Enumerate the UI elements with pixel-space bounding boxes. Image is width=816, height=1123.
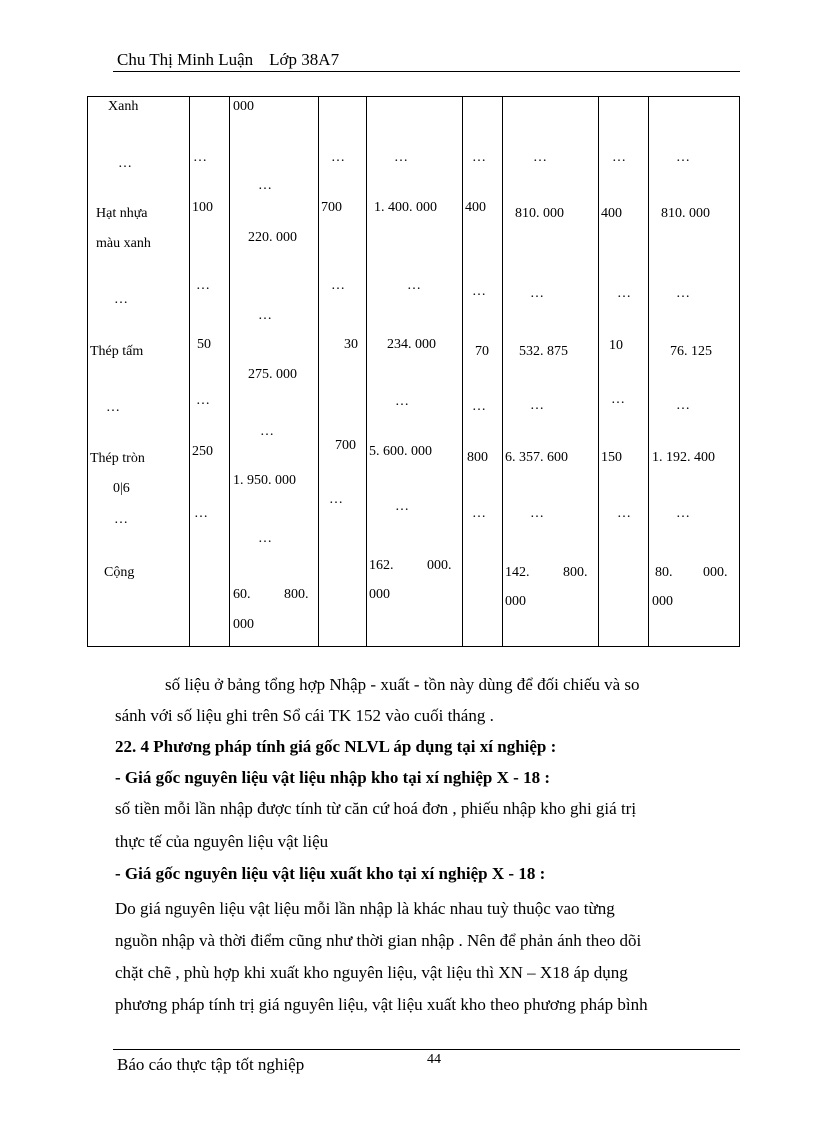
cell: … (394, 150, 408, 165)
col-value-4 (649, 97, 740, 647)
inventory-table (87, 96, 740, 647)
cell: … (472, 399, 486, 414)
cell: 800 (467, 450, 488, 465)
header-rule (113, 71, 740, 72)
cell: 100 (192, 200, 213, 215)
cell: 700 (321, 200, 342, 215)
cell: 76. 125 (670, 344, 712, 359)
cell: … (676, 150, 690, 165)
cell: màu xanh (96, 236, 151, 251)
cell: 810. 000 (661, 206, 710, 221)
col-qty-1 (190, 97, 230, 647)
cell: … (331, 278, 345, 293)
cell: … (395, 499, 409, 514)
paragraph-3-line-3: chặt chẽ , phù hợp khi xuất kho nguyên liệu, vật liệu thì XN – X18 áp dụng (115, 963, 628, 982)
col-qty-3 (463, 97, 503, 647)
paragraph-1-line-2: sánh với số liệu ghi trên Sổ cái TK 152 vào cuối tháng . (115, 706, 494, 725)
cell: Hạt nhựa (96, 206, 148, 221)
cell: … (196, 278, 210, 293)
cell: 400 (601, 206, 622, 221)
cell: … (530, 398, 544, 413)
col-material-name (88, 97, 190, 647)
cell: 30 (344, 337, 358, 352)
cell: 800. (563, 565, 588, 580)
cell: Xanh (108, 99, 139, 114)
footer-rule (113, 1049, 740, 1050)
cell: … (258, 531, 272, 546)
cell: … (193, 150, 207, 165)
cell: 532. 875 (519, 344, 568, 359)
cell: 1. 400. 000 (374, 200, 437, 215)
paragraph-3-line-1: Do giá nguyên liệu vật liệu mỗi lần nhập là khác nhau tuỳ thuộc vao từng (115, 899, 615, 918)
col-value-3 (503, 97, 599, 647)
cell: 800. (284, 587, 309, 602)
cell: … (530, 286, 544, 301)
cell: … (472, 284, 486, 299)
col-qty-4 (599, 97, 649, 647)
cell: … (617, 286, 631, 301)
cell: 400 (465, 200, 486, 215)
cell: 000 (233, 99, 254, 114)
cell: … (260, 424, 274, 439)
cell: 250 (192, 444, 213, 459)
cell: 810. 000 (515, 206, 564, 221)
cell: … (329, 492, 343, 507)
cell: 162. (369, 558, 394, 573)
cell: 150 (601, 450, 622, 465)
cell: 000. (427, 558, 452, 573)
cell: … (194, 506, 208, 521)
cell: 80. (655, 565, 673, 580)
cell: 000 (505, 594, 526, 609)
cell: … (114, 292, 128, 307)
cell: 5. 600. 000 (369, 444, 432, 459)
cell: Thép tròn (90, 451, 145, 466)
cell: … (612, 150, 626, 165)
cell: 0|6 (113, 481, 130, 496)
cell: … (196, 393, 210, 408)
paragraph-3-line-2: nguồn nhập và thời điểm cũng như thời gian nhập . Nên để phản ánh theo dõi (115, 931, 642, 950)
cell: 6. 357. 600 (505, 450, 568, 465)
subheading-import: - Giá gốc nguyên liệu vật liệu nhập kho tại xí nghiệp X - 18 : (115, 768, 550, 787)
cell: … (331, 150, 345, 165)
cell: … (114, 512, 128, 527)
cell: 275. 000 (248, 367, 297, 382)
cell: … (407, 278, 421, 293)
section-heading: 22. 4 Phương pháp tính giá gốc NLVL áp dụng tại xí nghiệp : (115, 737, 557, 756)
cell: … (258, 308, 272, 323)
cell: 50 (197, 337, 211, 352)
cell: … (676, 506, 690, 521)
cell: … (533, 150, 547, 165)
cell: … (106, 400, 120, 415)
cell: … (617, 506, 631, 521)
cell: 70 (475, 344, 489, 359)
cell: … (472, 150, 486, 165)
cell: … (472, 506, 486, 521)
cell: … (611, 392, 625, 407)
paragraph-3-line-4: phương pháp tính trị giá nguyên liệu, vật liệu xuất kho theo phương pháp bình (115, 995, 648, 1014)
cell: 1. 950. 000 (233, 473, 296, 488)
cell: 000 (369, 587, 390, 602)
page-number: 44 (427, 1052, 441, 1067)
cell: … (258, 178, 272, 193)
paragraph-2-line-1: số tiền mỗi lần nhập được tính từ căn cứ hoá đơn , phiếu nhập kho ghi giá trị (115, 799, 637, 818)
cell: 000 (652, 594, 673, 609)
col-qty-2 (319, 97, 367, 647)
cell: Cộng (104, 565, 135, 580)
cell: 60. (233, 587, 251, 602)
col-value-1 (230, 97, 319, 647)
cell: Thép tấm (90, 344, 144, 359)
cell: … (395, 394, 409, 409)
cell: … (118, 156, 132, 171)
cell: 220. 000 (248, 230, 297, 245)
footer-title: Báo cáo thực tập tốt nghiệp (117, 1055, 305, 1074)
author-name: Chu Thị Minh Luận (117, 50, 254, 69)
cell: … (676, 286, 690, 301)
cell: 700 (335, 438, 356, 453)
page-header (117, 50, 355, 70)
cell: … (530, 506, 544, 521)
paragraph-1-line-1: số liệu ở bảng tổng hợp Nhập - xuất - tồn này dùng để đối chiếu và so (165, 675, 640, 694)
cell: 1. 192. 400 (652, 450, 715, 465)
cell: 000. (703, 565, 728, 580)
cell: 10 (609, 338, 623, 353)
paragraph-2-line-2: thực tế của nguyên liệu vật liệu (115, 832, 329, 851)
subheading-export: - Giá gốc nguyên liệu vật liệu xuất kho tại xí nghiệp X - 18 : (115, 864, 546, 883)
cell: 142. (505, 565, 530, 580)
cell: 234. 000 (387, 337, 436, 352)
col-value-2 (367, 97, 463, 647)
cell: … (676, 398, 690, 413)
table-row (88, 97, 740, 647)
cell: 000 (233, 617, 254, 632)
class-name: Lớp 38A7 (269, 50, 340, 69)
